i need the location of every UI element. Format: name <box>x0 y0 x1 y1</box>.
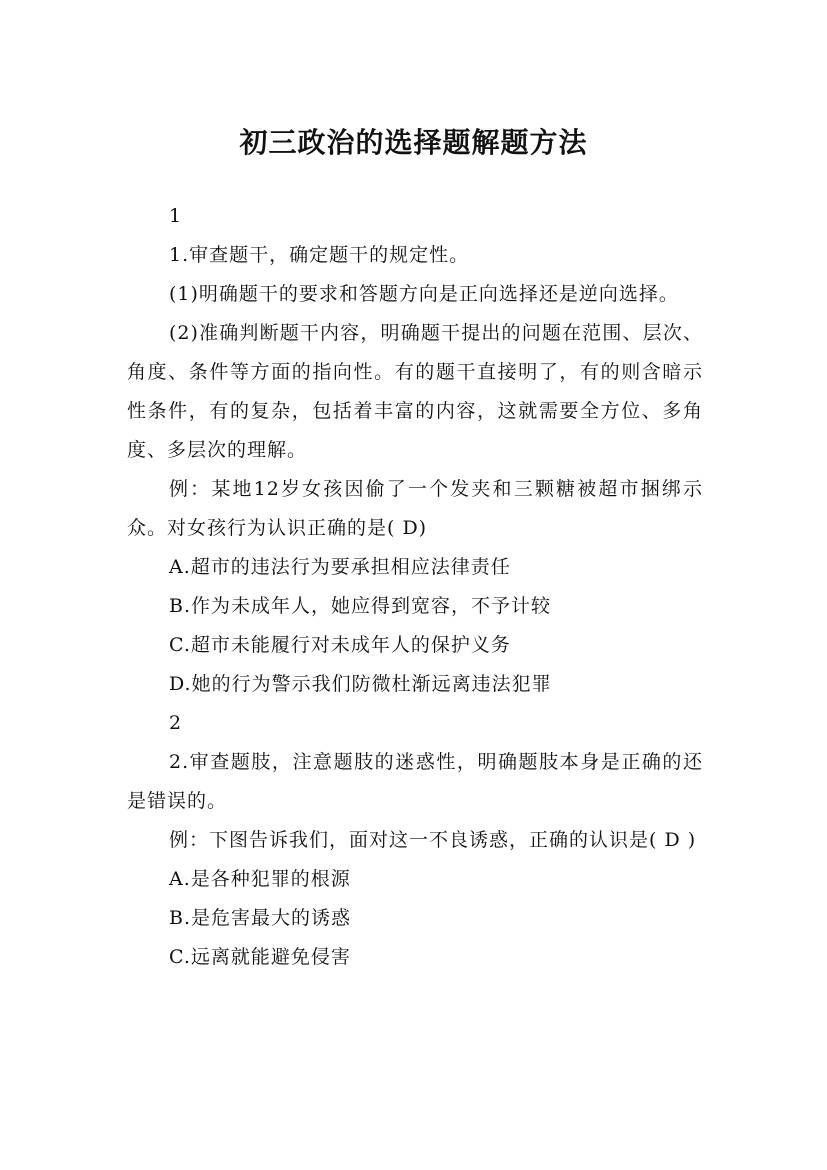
answer-option: B.作为未成年人，她应得到宽容，不予计较 <box>169 595 552 617</box>
example-question: 例：下图告诉我们，面对这一不良诱惑，正确的认识是( D ) <box>169 829 697 851</box>
document-title: 初三政治的选择题解题方法 <box>239 125 588 159</box>
example-question: 例：某地12岁女孩因偷了一个发夹和三颗糖被超市捆绑示众。对女孩行为认识正确的是( D) <box>127 478 703 539</box>
answer-option: B.是危害最大的诱惑 <box>169 907 352 929</box>
answer-option: A.是各种犯罪的根源 <box>169 868 351 890</box>
section-heading: 2.审查题肢，注意题肢的迷惑性，明确题肢本身是正确的还是错误的。 <box>127 751 703 812</box>
answer-option: C.超市未能履行对未成年人的保护义务 <box>169 634 511 656</box>
document-body <box>127 197 703 977</box>
answer-option: C.远离就能避免侵害 <box>169 946 351 968</box>
section-heading: 1.审查题干，确定题干的规定性。 <box>169 244 470 266</box>
paragraph: (2)准确判断题干内容，明确题干提出的问题在范围、层次、角度、条件等方面的指向性。有的题干直接明了，有的则含暗示性条件，有的复杂，包括着丰富的内容，这就需要全方位、多角度、多层次的理解。 <box>127 322 703 461</box>
paragraph: (1)明确题干的要求和答题方向是正向选择还是逆向选择。 <box>169 283 679 305</box>
answer-option: A.超市的违法行为要承担相应法律责任 <box>169 556 511 578</box>
answer-option: D.她的行为警示我们防微杜渐远离违法犯罪 <box>169 673 552 695</box>
section-number: 2 <box>169 712 183 734</box>
section-number: 1 <box>169 205 183 227</box>
